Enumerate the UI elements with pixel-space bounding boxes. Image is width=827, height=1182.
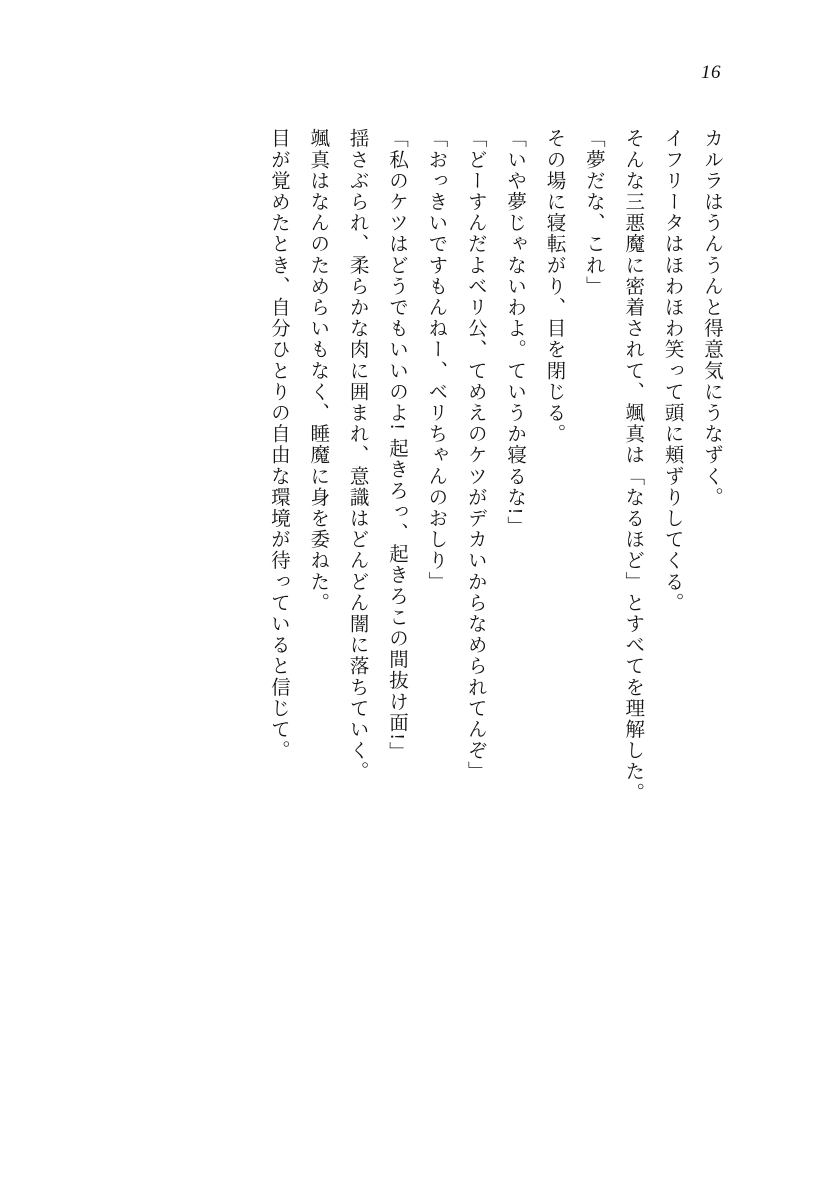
paragraph: 「おっきいですもんねー、ベリちゃんのおしり」 xyxy=(425,128,447,593)
paragraph: そんな三悪魔に密着されて、颯真は「なるほど」とすべてを理解した。 xyxy=(622,128,644,804)
paragraph: 揺さぶられ、柔らかな肉に囲まれ、意識はどんどん闇に落ちていく。 xyxy=(346,128,368,783)
paragraph: イフリータはほわほわ笑って頭に頬ずりしてくる。 xyxy=(661,128,683,614)
paragraph: 颯真はなんのためらいもなく、睡魔に身を委ねた。 xyxy=(307,128,329,614)
paragraph: 「私のケツはどうでもいいのよ! 起きろっ、起きろこの間抜け面!」 xyxy=(386,128,407,763)
paragraph: カルラはうんうんと得意気にうなずく。 xyxy=(701,128,722,508)
page-number: 16 xyxy=(701,62,721,83)
paragraph: 目が覚めたとき、自分ひとりの自由な環境が待っていると信じて。 xyxy=(267,128,289,761)
paragraph: 「どーすんだよベリ公、てめえのケツがデカいからなめられてんぞ」 xyxy=(464,128,486,783)
body-text xyxy=(96,128,731,1088)
paragraph: 「いや夢じゃないわよ。ていうか寝るな!」 xyxy=(504,128,526,537)
paragraph: その場に寝転がり、目を閉じる。 xyxy=(543,128,565,445)
paragraph: 「夢だな、これ」 xyxy=(582,128,604,297)
